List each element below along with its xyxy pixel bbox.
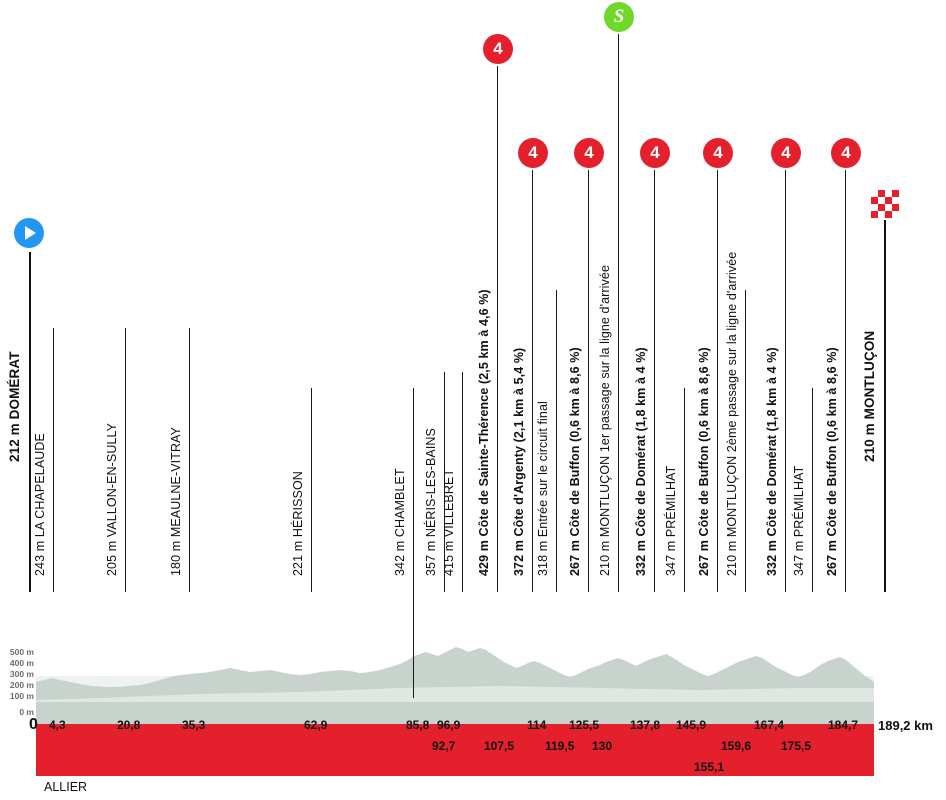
point-label-cote-de-sainte-therence: 429 m Côte de Sainte-Thérence (2,5 km à 4,6 %): [477, 289, 491, 576]
y-axis-label-100: 100 m: [9, 691, 34, 701]
x-axis-label-62-9: 62,9: [304, 718, 328, 732]
point-label-neris-les-bains: 357 m NÉRIS-LES-BAINS: [424, 428, 438, 576]
finish-label: 210 m MONTLUÇON: [862, 330, 877, 462]
point-label-villebret: 415 m VILLEBRET: [442, 468, 456, 576]
y-axis-label-0: 0 m: [19, 707, 34, 717]
y-axis-label-200: 200 m: [9, 680, 34, 690]
x-axis-label-96-9: 96,9: [437, 718, 461, 732]
start-flag-icon: [14, 218, 44, 248]
x-axis-label-125-5: 125,5: [569, 718, 600, 732]
finish-leader-line: [884, 220, 886, 592]
sprint-badge-montlucon-1st-passage: S: [604, 2, 634, 32]
point-label-premilhat-2: 347 m PRÉMILHAT: [792, 465, 806, 576]
point-label-herisson: 221 m HÉRISSON: [291, 471, 305, 576]
point-label-cote-de-buffon-3: 267 m Côte de Buffon (0,6 km à 8,6 %): [825, 347, 839, 576]
point-label-cote-dargenty: 372 m Côte d'Argenty (2,1 km à 5,4 %): [512, 347, 526, 576]
leader-line: [684, 388, 685, 592]
x-axis-label-35-3: 35,3: [182, 718, 206, 732]
kom-badge-cote-de-buffon-1: 4: [574, 138, 604, 168]
point-label-la-chapelaude: 243 m LA CHAPELAUDE: [33, 433, 47, 576]
x-axis-label-167-4: 167,4: [754, 718, 785, 732]
elevation-profile: [0, 630, 946, 730]
leader-line: [53, 328, 54, 592]
point-label-vallon-en-sully: 205 m VALLON-EN-SULLY: [105, 422, 119, 576]
x-axis-label-145-9: 145,9: [676, 718, 707, 732]
leader-line: [845, 170, 846, 592]
point-label-cote-de-domerat-2: 332 m Côte de Domérat (1,8 km à 4 %): [765, 347, 779, 576]
x-axis-label-184-7: 184,7: [828, 718, 859, 732]
y-axis-label-300: 300 m: [9, 669, 34, 679]
start-label: 212 m DOMÉRAT: [7, 351, 22, 462]
leader-line: [745, 290, 746, 592]
leader-line: [189, 328, 190, 592]
point-label-chamblet: 342 m CHAMBLET: [393, 468, 407, 576]
leader-line: [497, 66, 498, 592]
x-axis-label-119-5: 119,5: [545, 739, 575, 753]
x-axis-label-155-1: 155,1: [694, 760, 725, 774]
point-label-cote-de-domerat-1: 332 m Côte de Domérat (1,8 km à 4 %): [634, 347, 648, 576]
y-axis-label-500: 500 m: [9, 647, 34, 657]
point-label-cote-de-buffon-2: 267 m Côte de Buffon (0,6 km à 8,6 %): [697, 347, 711, 576]
x-axis-label-start: 0: [29, 716, 38, 733]
leader-line: [785, 170, 786, 592]
x-axis-label-137-8: 137,8: [630, 718, 661, 732]
leader-line: [717, 170, 718, 592]
leader-line: [532, 170, 533, 592]
x-axis-label-92-7: 92,7: [432, 739, 456, 753]
x-axis-label-114: 114: [527, 718, 547, 732]
x-axis-label-20-8: 20,8: [117, 718, 141, 732]
point-label-montlucon-1st-passage: 210 m MONTLUÇON 1er passage sur la ligne d'arrivée: [598, 265, 612, 576]
leader-line: [618, 34, 619, 592]
leader-line: [462, 372, 463, 592]
leader-line: [588, 170, 589, 592]
kom-badge-cote-de-domerat-2: 4: [771, 138, 801, 168]
x-axis-label-175-5: 175,5: [781, 739, 812, 753]
point-label-premilhat-1: 347 m PRÉMILHAT: [664, 465, 678, 576]
x-axis-label-130: 130: [592, 739, 613, 753]
checkered-flag-icon: [871, 190, 899, 218]
x-axis-label-end: 189,2 km: [878, 718, 933, 733]
point-label-montlucon-2nd-passage: 210 m MONTLUÇON 2ème passage sur la ligne d'arrivée: [725, 251, 739, 576]
leader-line: [556, 290, 557, 592]
leader-line: [311, 388, 312, 592]
x-axis-label-159-6: 159,6: [721, 739, 752, 753]
point-label-meaulne-vitray: 180 m MEAULNE-VITRAY: [169, 426, 183, 576]
leader-line: [654, 170, 655, 592]
department-label: ALLIER: [44, 780, 88, 794]
point-label-cote-de-buffon-1: 267 m Côte de Buffon (0,6 km à 8,6 %): [568, 347, 582, 576]
x-axis-label-85-8: 85,8: [406, 718, 430, 732]
kom-badge-cote-de-buffon-3: 4: [831, 138, 861, 168]
point-label-entree-circuit-final: 318 m Entrée sur le circuit final: [536, 401, 550, 576]
kom-badge-cote-dargenty: 4: [518, 138, 548, 168]
leader-line: [125, 328, 126, 592]
x-axis-label-4-3: 4,3: [49, 718, 66, 732]
x-axis-label-107-5: 107,5: [484, 739, 515, 753]
y-axis-label-400: 400 m: [9, 658, 34, 668]
kom-badge-cote-de-buffon-2: 4: [703, 138, 733, 168]
start-leader-line: [29, 252, 31, 592]
leader-line: [413, 388, 414, 698]
kom-badge-sainte-therence: 4: [483, 34, 513, 64]
leader-line: [812, 388, 813, 592]
kom-badge-cote-de-domerat-1: 4: [640, 138, 670, 168]
